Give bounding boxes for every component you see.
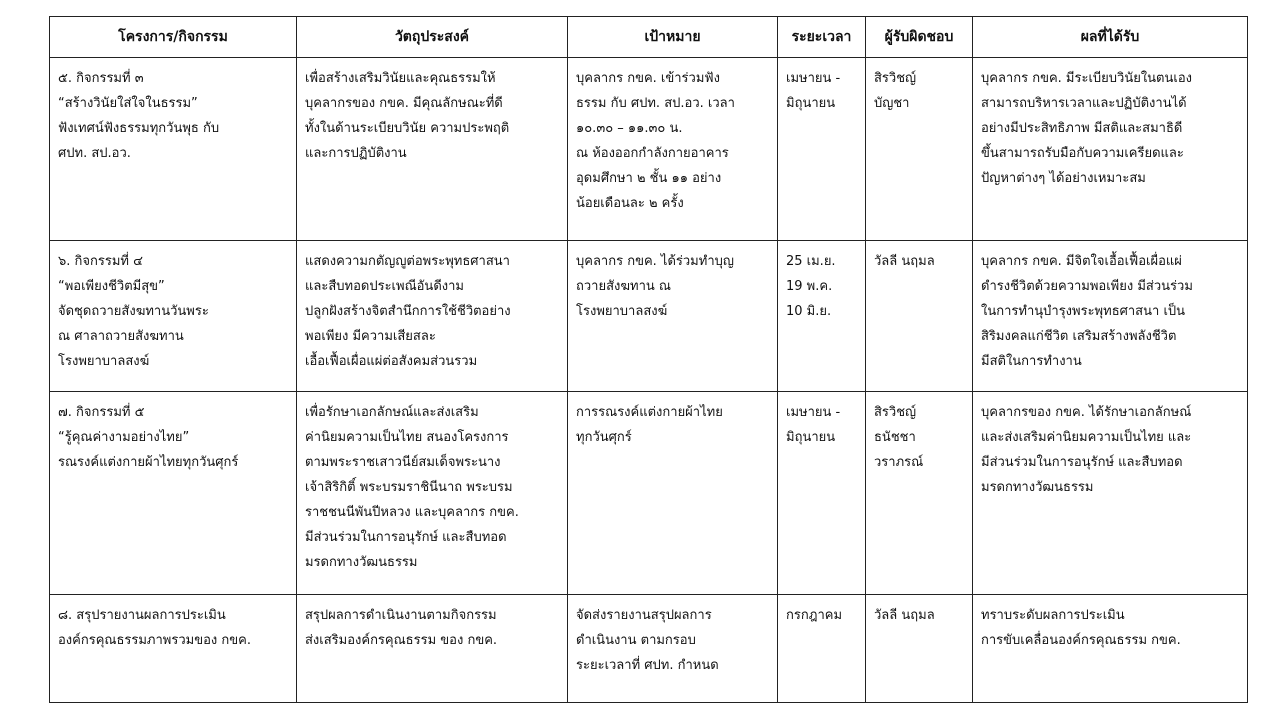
- cell-target: บุคลากร กขค. เข้าร่วมฟัง ธรรม กับ ศปท. สป.อว. เวลา ๑๐.๓๐ – ๑๑.๓๐ น. ณ ห้องออกกำลังกายอาคาร อุดมศึกษา ๒ ชั้น ๑๑ อย่าง น้อยเดือนละ ๒ ครั้ง: [568, 58, 778, 241]
- cell-responsible: สิรวิชญ์ บัญชา: [866, 58, 973, 241]
- cell-responsible: วัลลี นฤมล: [866, 595, 973, 703]
- cell-duration: เมษายน - มิถุนายน: [778, 58, 866, 241]
- cell-project: ๕. กิจกรรมที่ ๓ “สร้างวินัยใส่ใจในธรรม” ฟังเทศน์ฟังธรรมทุกวันพุธ กับ ศปท. สป.อว.: [50, 58, 297, 241]
- table-row: [50, 392, 1248, 595]
- table-row: [50, 58, 1248, 241]
- header-project: โครงการ/กิจกรรม: [50, 17, 297, 58]
- header-objective: วัตถุประสงค์: [297, 17, 568, 58]
- cell-project: ๘. สรุปรายงานผลการประเมิน องค์กรคุณธรรมภาพรวมของ กขค.: [50, 595, 297, 703]
- activity-plan-table: [49, 16, 1248, 703]
- cell-outcome: บุคลากรของ กขค. ได้รักษาเอกลักษณ์ และส่งเสริมค่านิยมความเป็นไทย และ มีส่วนร่วมในการอนุรักษ์ และสืบทอด มรดกทางวัฒนธรรม: [973, 392, 1248, 595]
- cell-target: บุคลากร กขค. ได้ร่วมทำบุญ ถวายสังฆทาน ณ โรงพยาบาลสงฆ์: [568, 241, 778, 392]
- cell-objective: แสดงความกตัญญูต่อพระพุทธศาสนา และสืบทอดประเพณีอันดีงาม ปลูกฝังสร้างจิตสำนึกการใช้ชีวิตอย่าง พอเพียง มีความเสียสละ เอื้อเฟื้อเผื่อแผ่ต่อสังคมส่วนรวม: [297, 241, 568, 392]
- table-header-row: [50, 17, 1248, 58]
- header-target: เป้าหมาย: [568, 17, 778, 58]
- cell-duration: 25 เม.ย. 19 พ.ค. 10 มิ.ย.: [778, 241, 866, 392]
- cell-outcome: ทราบระดับผลการประเมิน การขับเคลื่อนองค์กรคุณธรรม กขค.: [973, 595, 1248, 703]
- table-row: [50, 241, 1248, 392]
- header-duration: ระยะเวลา: [778, 17, 866, 58]
- header-outcome: ผลที่ได้รับ: [973, 17, 1248, 58]
- cell-objective: สรุปผลการดำเนินงานตามกิจกรรม ส่งเสริมองค์กรคุณธรรม ของ กขค.: [297, 595, 568, 703]
- cell-project: ๗. กิจกรรมที่ ๕ “รู้คุณค่างามอย่างไทย” รณรงค์แต่งกายผ้าไทยทุกวันศุกร์: [50, 392, 297, 595]
- cell-target: การรณรงค์แต่งกายผ้าไทย ทุกวันศุกร์: [568, 392, 778, 595]
- cell-objective: เพื่อรักษาเอกลักษณ์และส่งเสริม ค่านิยมความเป็นไทย สนองโครงการ ตามพระราชเสาวนีย์สมเด็จพระนาง เจ้าสิริกิติ์ พระบรมราชินีนาถ พระบรม ราชชนนีพันปีหลวง และบุคลากร กขค. มีส่วนร่วมในการอนุรักษ์ และสืบทอด มรดกทางวัฒนธรรม: [297, 392, 568, 595]
- table-row: [50, 595, 1248, 703]
- cell-objective: เพื่อสร้างเสริมวินัยและคุณธรรมให้ บุคลากรของ กขค. มีคุณลักษณะที่ดี ทั้งในด้านระเบียบวินัย ความประพฤติ และการปฏิบัติงาน: [297, 58, 568, 241]
- cell-project: ๖. กิจกรรมที่ ๔ “พอเพียงชีวิตมีสุข” จัดชุดถวายสังฆทานวันพระ ณ ศาลาถวายสังฆทาน โรงพยาบาลสงฆ์: [50, 241, 297, 392]
- cell-duration: กรกฎาคม: [778, 595, 866, 703]
- cell-responsible: วัลลี นฤมล: [866, 241, 973, 392]
- header-responsible: ผู้รับผิดชอบ: [866, 17, 973, 58]
- cell-outcome: บุคลากร กขค. มีจิตใจเอื้อเฟื้อเผื่อแผ่ ดำรงชีวิตด้วยความพอเพียง มีส่วนร่วม ในการทำนุบำรุงพระพุทธศาสนา เป็น สิริมงคลแก่ชีวิต เสริมสร้างพลังชีวิต มีสติในการทำงาน: [973, 241, 1248, 392]
- cell-target: จัดส่งรายงานสรุปผลการ ดำเนินงาน ตามกรอบ ระยะเวลาที่ ศปท. กำหนด: [568, 595, 778, 703]
- cell-responsible: สิรวิชญ์ ธนัชชา วราภรณ์: [866, 392, 973, 595]
- cell-duration: เมษายน - มิถุนายน: [778, 392, 866, 595]
- cell-outcome: บุคลากร กขค. มีระเบียบวินัยในตนเอง สามารถบริหารเวลาและปฏิบัติงานได้ อย่างมีประสิทธิภาพ มีสติและสมาธิดี ขึ้นสามารถรับมือกับความเครียดและ ปัญหาต่างๆ ได้อย่างเหมาะสม: [973, 58, 1248, 241]
